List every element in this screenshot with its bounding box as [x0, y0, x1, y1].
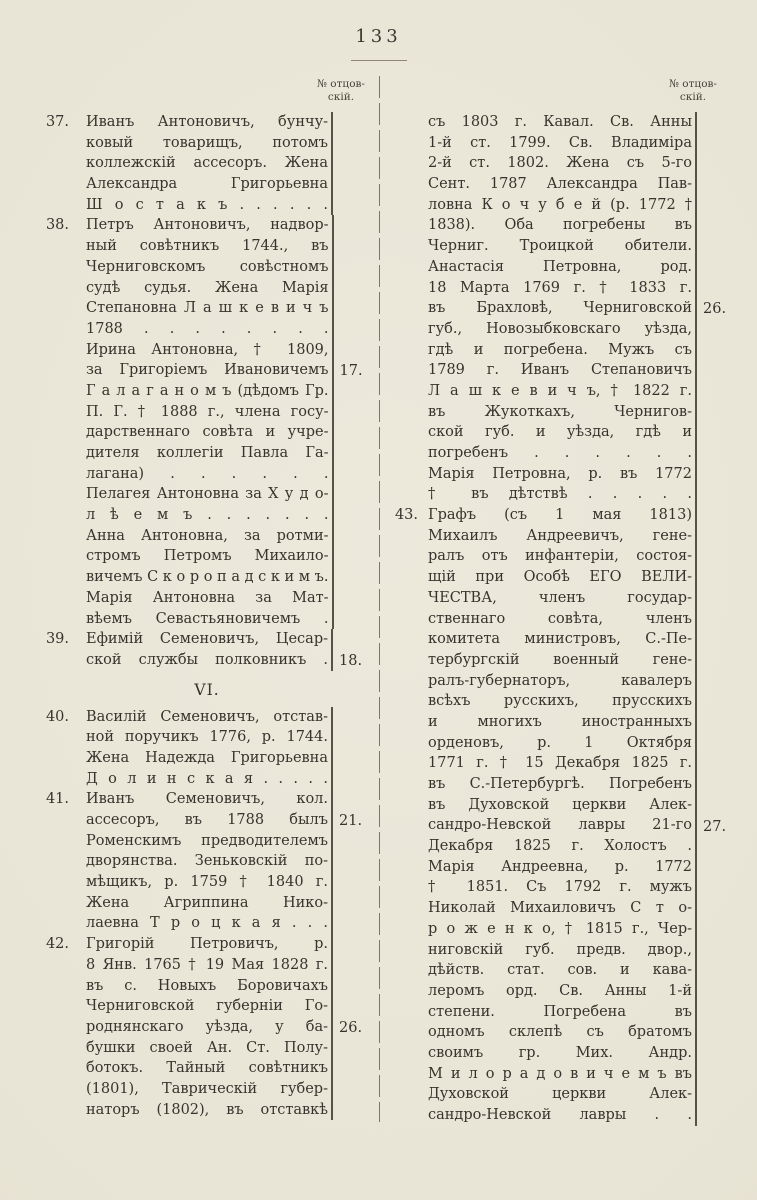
text-line: Александра Григорьевна [86, 176, 328, 193]
text-line: 1-й ст. 1799. Св. Владиміра [428, 134, 692, 151]
father-number: 27. [703, 818, 727, 835]
text-line: Степановна Л а ш к е в и ч ъ [86, 300, 329, 317]
father-number-margin [333, 934, 378, 1120]
entry-text [78, 789, 333, 934]
text-line: въ Жукоткахъ, Чернигов- [428, 403, 692, 420]
text-line: щій при Особѣ ЕГО ВЕЛИ- [428, 569, 692, 586]
text-line: ской губ. и уѣзда, гдѣ и [428, 424, 692, 441]
text-line: роднянскаго уѣзда, у ба- [86, 1018, 328, 1035]
text-line: Марія Антоновна за Мат- [86, 589, 329, 606]
father-number-margin [333, 629, 378, 670]
text-line: съ 1803 г. Кавал. Св. Анны [428, 114, 692, 130]
text-line: дворянства. Зеньковскій по- [86, 853, 328, 870]
text-line: Черниговской губерніи Го- [86, 998, 328, 1015]
text-line: † въ дѣтствѣ . . . . . [428, 486, 692, 503]
text-line: Иванъ Семеновичъ, кол. [86, 791, 328, 808]
text-line: Пелагея Антоновна за Х у д о- [86, 486, 329, 503]
text-line: 1771 г. † 15 Декабря 1825 г. [428, 755, 692, 772]
entry-text [78, 112, 333, 215]
text-line: Михаилъ Андреевичъ, гене- [428, 527, 692, 544]
text-line: Ирина Антоновна, † 1809, [86, 341, 329, 358]
entry-text [428, 112, 697, 505]
text-line: ской службы полковникъ . [86, 651, 328, 668]
text-line: ный совѣтникъ 1744., въ [86, 238, 329, 255]
text-line: † 1851. Съ 1792 г. мужъ [428, 879, 692, 896]
text-line: Черниговскомъ совѣстномъ [86, 258, 329, 275]
text-line: Иванъ Антоновичъ, бунчу- [86, 114, 328, 130]
header-line-2: скій. [679, 90, 707, 103]
page-number: 133 [355, 26, 402, 47]
text-line: ковый товарищъ, потомъ [86, 134, 328, 151]
text-line: Д о л и н с к а я . . . . . [86, 770, 328, 787]
column-divider-rule [379, 76, 380, 1122]
father-number-margin [333, 707, 378, 790]
text-line: Василій Семеновичъ, отстав- [86, 708, 328, 725]
text-line: Анастасія Петровна, род. [428, 258, 692, 275]
text-line: 1838). Оба погребены въ [428, 217, 692, 234]
entry-number: 38. [45, 217, 69, 234]
text-line: Черниг. Троицкой обители. [428, 238, 692, 255]
entry-text [78, 215, 334, 629]
header-line-1: № отцов- [669, 78, 717, 90]
text-line: орденовъ, р. 1 Октября [428, 734, 692, 751]
text-line: М и л о р а д о в и ч е м ъ въ [428, 1065, 692, 1082]
genealogy-entry [30, 112, 378, 215]
text-line: леромъ орд. Св. Анны 1-й [428, 982, 692, 999]
text-line: 1788 . . . . . . . . [86, 320, 329, 337]
entry-number: 40. [45, 708, 69, 725]
right-column [388, 78, 750, 1126]
text-line: наторъ (1802), въ отставкѣ [86, 1101, 328, 1118]
text-line: Петръ Антоновичъ, надвор- [86, 217, 329, 234]
father-number-margin [697, 112, 750, 505]
father-number-margin [333, 789, 378, 934]
text-line: мѣщикъ, р. 1759 † 1840 г. [86, 874, 328, 891]
text-line: своимъ гр. Мих. Андр. [428, 1044, 692, 1061]
right-entries [388, 112, 750, 1126]
entry-number: 43. [394, 507, 418, 524]
text-line: одномъ склепѣ съ братомъ [428, 1024, 692, 1041]
text-line: ной поручикъ 1776, р. 1744. [86, 729, 328, 746]
entry-text [78, 707, 333, 790]
left-column [30, 78, 378, 1120]
text-line: дѣйств. стат. сов. и кава- [428, 962, 692, 979]
text-line: Жена Агриппина Нико- [86, 894, 328, 911]
left-entries [30, 112, 378, 1120]
genealogy-entry [30, 215, 378, 629]
father-number-column-header-left [308, 78, 374, 103]
text-line: Жена Надежда Григорьевна [86, 749, 328, 766]
section-heading-cell [78, 680, 333, 701]
text-line: Декабря 1825 г. Холостъ . [428, 838, 692, 855]
text-line: Ш о с т а к ъ . . . . . . [86, 196, 328, 213]
text-line: П. Г. † 1888 г., члена госу- [86, 403, 329, 420]
father-number: 21. [339, 813, 363, 829]
text-line: всѣхъ русскихъ, прусскихъ [428, 693, 692, 710]
text-line: Григорій Петровичъ, р. [86, 936, 328, 953]
text-line: Духовской церкви Алек- [428, 1086, 692, 1103]
father-number-margin [334, 215, 378, 629]
section-heading-row [30, 680, 378, 701]
father-number: 26. [703, 301, 727, 318]
text-line: вичемъ С к о р о п а д с к и м ъ. [86, 569, 329, 586]
entry-number [388, 112, 428, 505]
text-line: погребенъ . . . . . . [428, 445, 692, 461]
section-heading: VI. [194, 680, 220, 699]
text-line: въ Духовской церкви Алек- [428, 796, 692, 813]
text-line: вѣемъ Севастьяновичемъ . [86, 610, 329, 627]
text-line: комитета министровъ, С.-Пе- [428, 631, 692, 648]
text-line: за Григоріемъ Ивановичемъ [86, 362, 329, 379]
text-line: Анна Антоновна, за ротми- [86, 527, 329, 544]
entry-number: 37. [45, 114, 69, 130]
text-line: сандро-Невской лавры 21-го [428, 817, 692, 834]
text-line: въ Брахловѣ, Черниговской [428, 300, 692, 317]
text-line: ЧЕСТВА, членъ государ- [428, 589, 692, 606]
text-line: въ с. Новыхъ Боровичахъ [86, 977, 328, 994]
text-line: р о ж е н к о, † 1815 г., Чер- [428, 920, 692, 937]
text-line: степени. Погребена въ [428, 1003, 692, 1020]
text-line: гдѣ и погребена. Мужъ съ [428, 341, 692, 358]
genealogy-entry [388, 505, 750, 1126]
genealogy-entry [30, 934, 378, 1120]
text-line: ловна К о ч у б е й (р. 1772 † [428, 196, 692, 213]
text-line: л ѣ е м ъ . . . . . . . [86, 507, 329, 524]
text-line: Марія Петровна, р. въ 1772 [428, 465, 692, 482]
father-number-margin [333, 112, 378, 215]
text-line: лаевна Т р о ц к а я . . . [86, 915, 328, 932]
text-line: ассесоръ, въ 1788 былъ [86, 812, 328, 828]
text-line: Ефимій Семеновичъ, Цесар- [86, 631, 328, 648]
entry-number: 42. [45, 936, 69, 953]
text-line: Марія Андреевна, р. 1772 [428, 858, 692, 875]
text-line: Роменскимъ предводителемъ [86, 832, 328, 849]
text-line: бушки своей Ан. Ст. Полу- [86, 1039, 328, 1056]
entry-text [78, 934, 333, 1120]
text-line: и многихъ иностранныхъ [428, 713, 692, 730]
text-line: Г а л а г а н о м ъ (дѣдомъ Гр. [86, 382, 329, 399]
text-line: Графъ (съ 1 мая 1813) [428, 507, 692, 524]
text-line: ралъ-губернаторъ, кавалеръ [428, 672, 692, 689]
entry-number: 41. [45, 791, 69, 808]
text-line: 2-й ст. 1802. Жена съ 5-го [428, 155, 692, 172]
entry-number: 39. [45, 631, 69, 648]
entry-number [30, 680, 78, 701]
text-line: Л а ш к е в и ч ъ, † 1822 г. [428, 382, 692, 399]
father-number-margin [697, 505, 750, 1126]
text-line: 18 Марта 1769 г. † 1833 г. [428, 279, 692, 296]
text-line: стромъ Петромъ Михаило- [86, 548, 329, 565]
text-line: дарственнаго совѣта и учре- [86, 424, 329, 441]
header-line-1: № отцов- [317, 78, 365, 90]
header-line-2: скій. [327, 90, 355, 103]
text-line: сандро-Невской лавры . . [428, 1107, 692, 1123]
text-line: дителя коллегіи Павла Га- [86, 445, 329, 461]
text-line: ралъ отъ инфантеріи, состоя- [428, 548, 692, 565]
genealogy-entry [30, 789, 378, 934]
father-number: 26. [339, 1019, 363, 1036]
text-line: губ., Новозыбковскаго уѣзда, [428, 320, 692, 337]
text-line: ственнаго совѣта, членъ [428, 610, 692, 627]
text-line: въ С.-Петербургѣ. Погребенъ [428, 776, 692, 792]
text-line: тербургскій военный гене- [428, 651, 692, 668]
father-number-column-header-right [660, 78, 726, 103]
text-line: ботокъ. Тайный совѣтникъ [86, 1060, 328, 1077]
text-line: 8 Янв. 1765 † 19 Мая 1828 г. [86, 956, 328, 973]
page-number-rule [351, 60, 407, 61]
genealogy-entry [388, 112, 750, 505]
text-line: 1789 г. Иванъ Степановичъ [428, 362, 692, 379]
father-number-margin [333, 680, 378, 701]
text-line: (1801), Таврическій губер- [86, 1080, 328, 1097]
father-number: 18. [339, 652, 363, 669]
text-line: ниговскій губ. предв. двор., [428, 941, 692, 958]
text-line: коллежскій ассесоръ. Жена [86, 155, 328, 172]
genealogy-entry [30, 707, 378, 790]
entry-text [428, 505, 697, 1126]
text-line: судѣ судья. Жена Марія [86, 279, 329, 296]
entry-text [78, 629, 333, 670]
text-line: Николай Михаиловичъ С т о- [428, 900, 692, 917]
text-line: лагана) . . . . . . [86, 465, 329, 482]
genealogy-entry [30, 629, 378, 670]
text-line: Сент. 1787 Александра Пав- [428, 176, 692, 193]
father-number: 17. [339, 363, 363, 380]
